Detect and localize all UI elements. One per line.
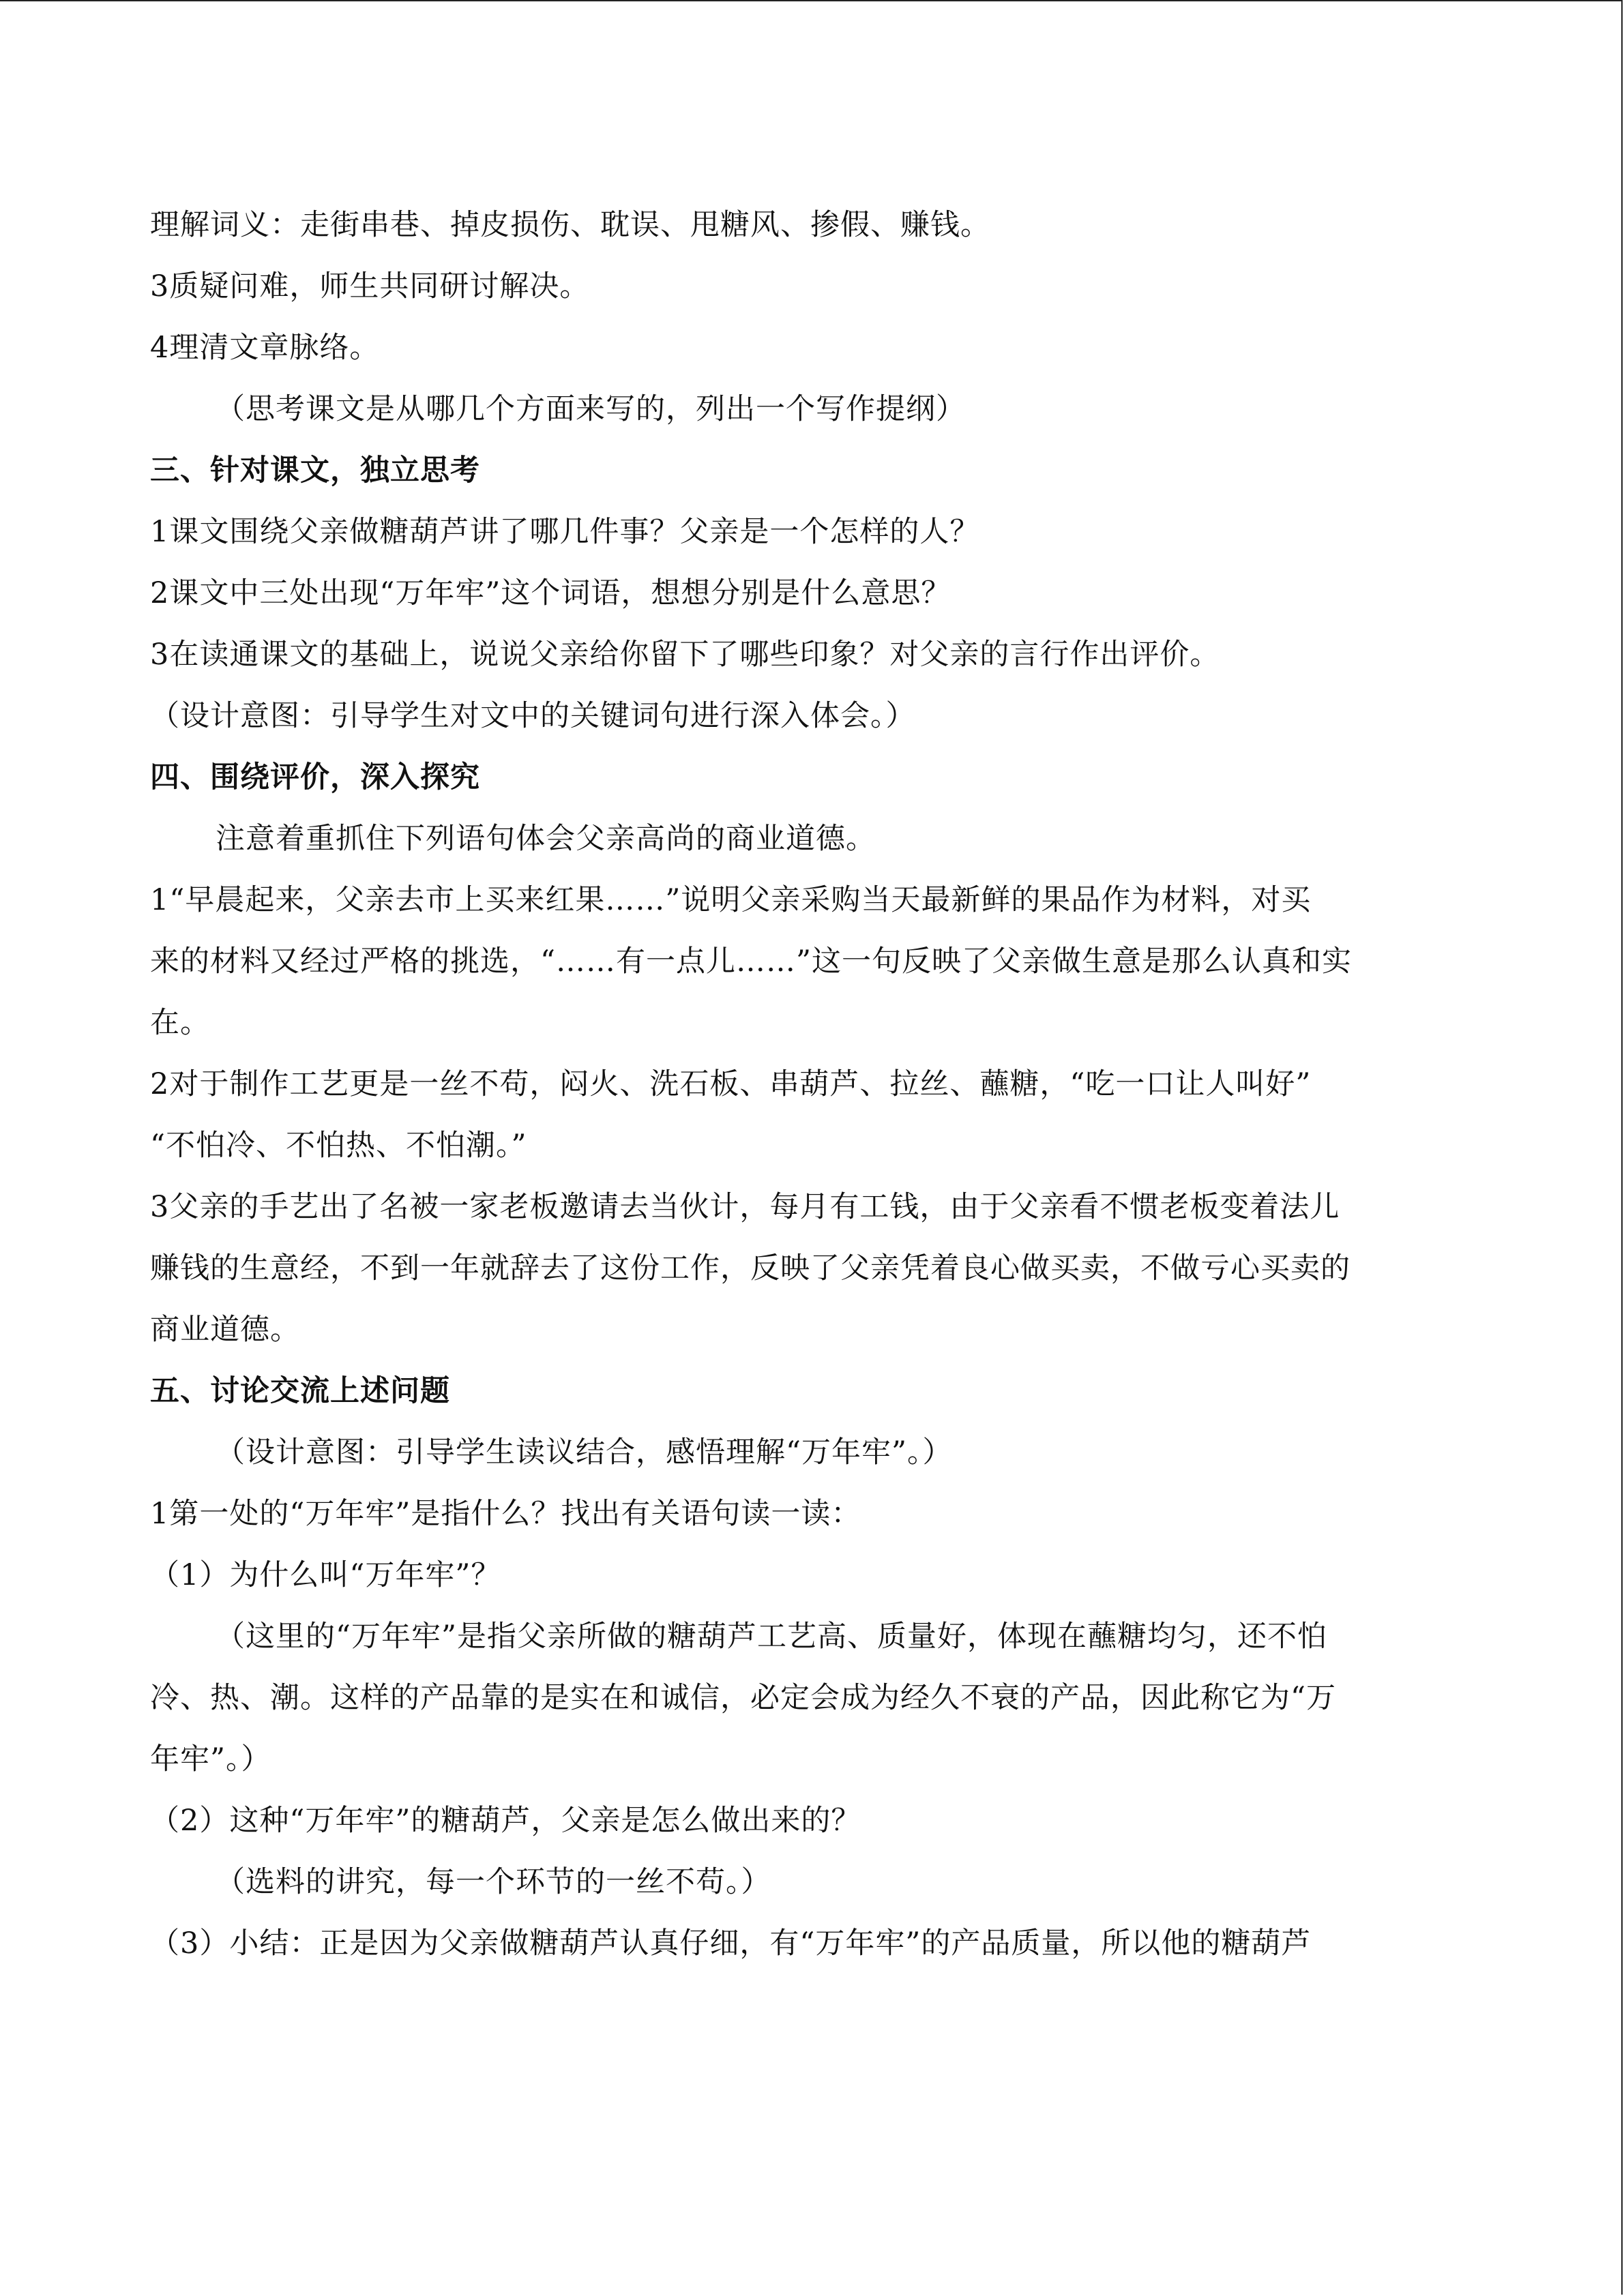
paragraph-text: 2对于制作工艺更是一丝不苟，闷火、洗石板、串葫芦、拉丝、蘸糖，“吃一口让人叫好” — [150, 1067, 1312, 1101]
paragraph-text: 3父亲的手艺出了名被一家老板邀请去当伙计，每月有工钱，由于父亲看不惯老板变着法儿 — [150, 1190, 1340, 1224]
list-item: 1课文围绕父亲做糖葫芦讲了哪几件事？父亲是一个怎样的人？ — [150, 515, 980, 549]
note-text: （设计意图：引导学生对文中的关键词句进行深入体会。） — [150, 699, 916, 733]
list-item: 4理清文章脉络。 — [150, 331, 380, 365]
note-text: （设计意图：引导学生读议结合，感悟理解“万年牢”。） — [216, 1435, 953, 1470]
list-item: 1第一处的“万年牢”是指什么？找出有关语句读一读： — [150, 1497, 861, 1531]
note-text: （选料的讲究，每一个环节的一丝不苟。） — [216, 1865, 771, 1899]
paragraph-text: 在。 — [150, 1006, 210, 1040]
paragraph-vocabulary: 理解词义：走街串巷、掉皮损伤、耽误、甩糖风、掺假、赚钱。 — [150, 208, 990, 242]
section-heading-4: 四、围绕评价，深入探究 — [150, 760, 480, 794]
section-heading-3: 三、针对课文，独立思考 — [150, 453, 480, 488]
list-item: （1）为什么叫“万年牢”？ — [150, 1558, 501, 1592]
paragraph-text: （这里的“万年牢”是指父亲所做的糖葫芦工艺高、质量好，体现在蘸糖均匀，还不怕 — [216, 1620, 1327, 1654]
paragraph-text: 冷、热、潮。这样的产品靠的是实在和诚信，必定会成为经久不衰的产品，因此称它为“万 — [150, 1681, 1336, 1715]
list-item: 3质疑问难，师生共同研讨解决。 — [150, 269, 590, 303]
paragraph-text: “不怕冷、不怕热、不怕潮。” — [150, 1129, 527, 1163]
paragraph-text: 1“早晨起来，父亲去市上买来红果……”说明父亲采购当天最新鲜的果品作为材料，对买 — [150, 883, 1312, 917]
list-item: （3）小结：正是因为父亲做糖葫芦认真仔细，有“万年牢”的产品质量，所以他的糖葫芦 — [150, 1926, 1312, 1960]
paragraph-text: 赚钱的生意经，不到一年就辞去了这份工作，反映了父亲凭着良心做买卖，不做亏心买卖的 — [150, 1251, 1350, 1285]
list-item: （2）这种“万年牢”的糖葫芦，父亲是怎么做出来的？ — [150, 1804, 861, 1838]
paragraph-text: 商业道德。 — [150, 1313, 300, 1347]
section-heading-5: 五、讨论交流上述问题 — [150, 1374, 450, 1408]
paragraph-text: 注意着重抓住下列语句体会父亲高尚的商业道德。 — [216, 822, 876, 856]
list-item: 3在读通课文的基础上，说说父亲给你留下了哪些印象？对父亲的言行作出评价。 — [150, 638, 1220, 672]
note-text: （思考课文是从哪几个方面来写的，列出一个写作提纲） — [216, 392, 966, 426]
paragraph-text: 年牢”。） — [150, 1742, 271, 1776]
paragraph-text: 来的材料又经过严格的挑选，“……有一点儿……”这一句反映了父亲做生意是那么认真和实 — [150, 944, 1352, 979]
list-item: 2课文中三处出现“万年牢”这个词语，想想分别是什么意思？ — [150, 576, 951, 610]
